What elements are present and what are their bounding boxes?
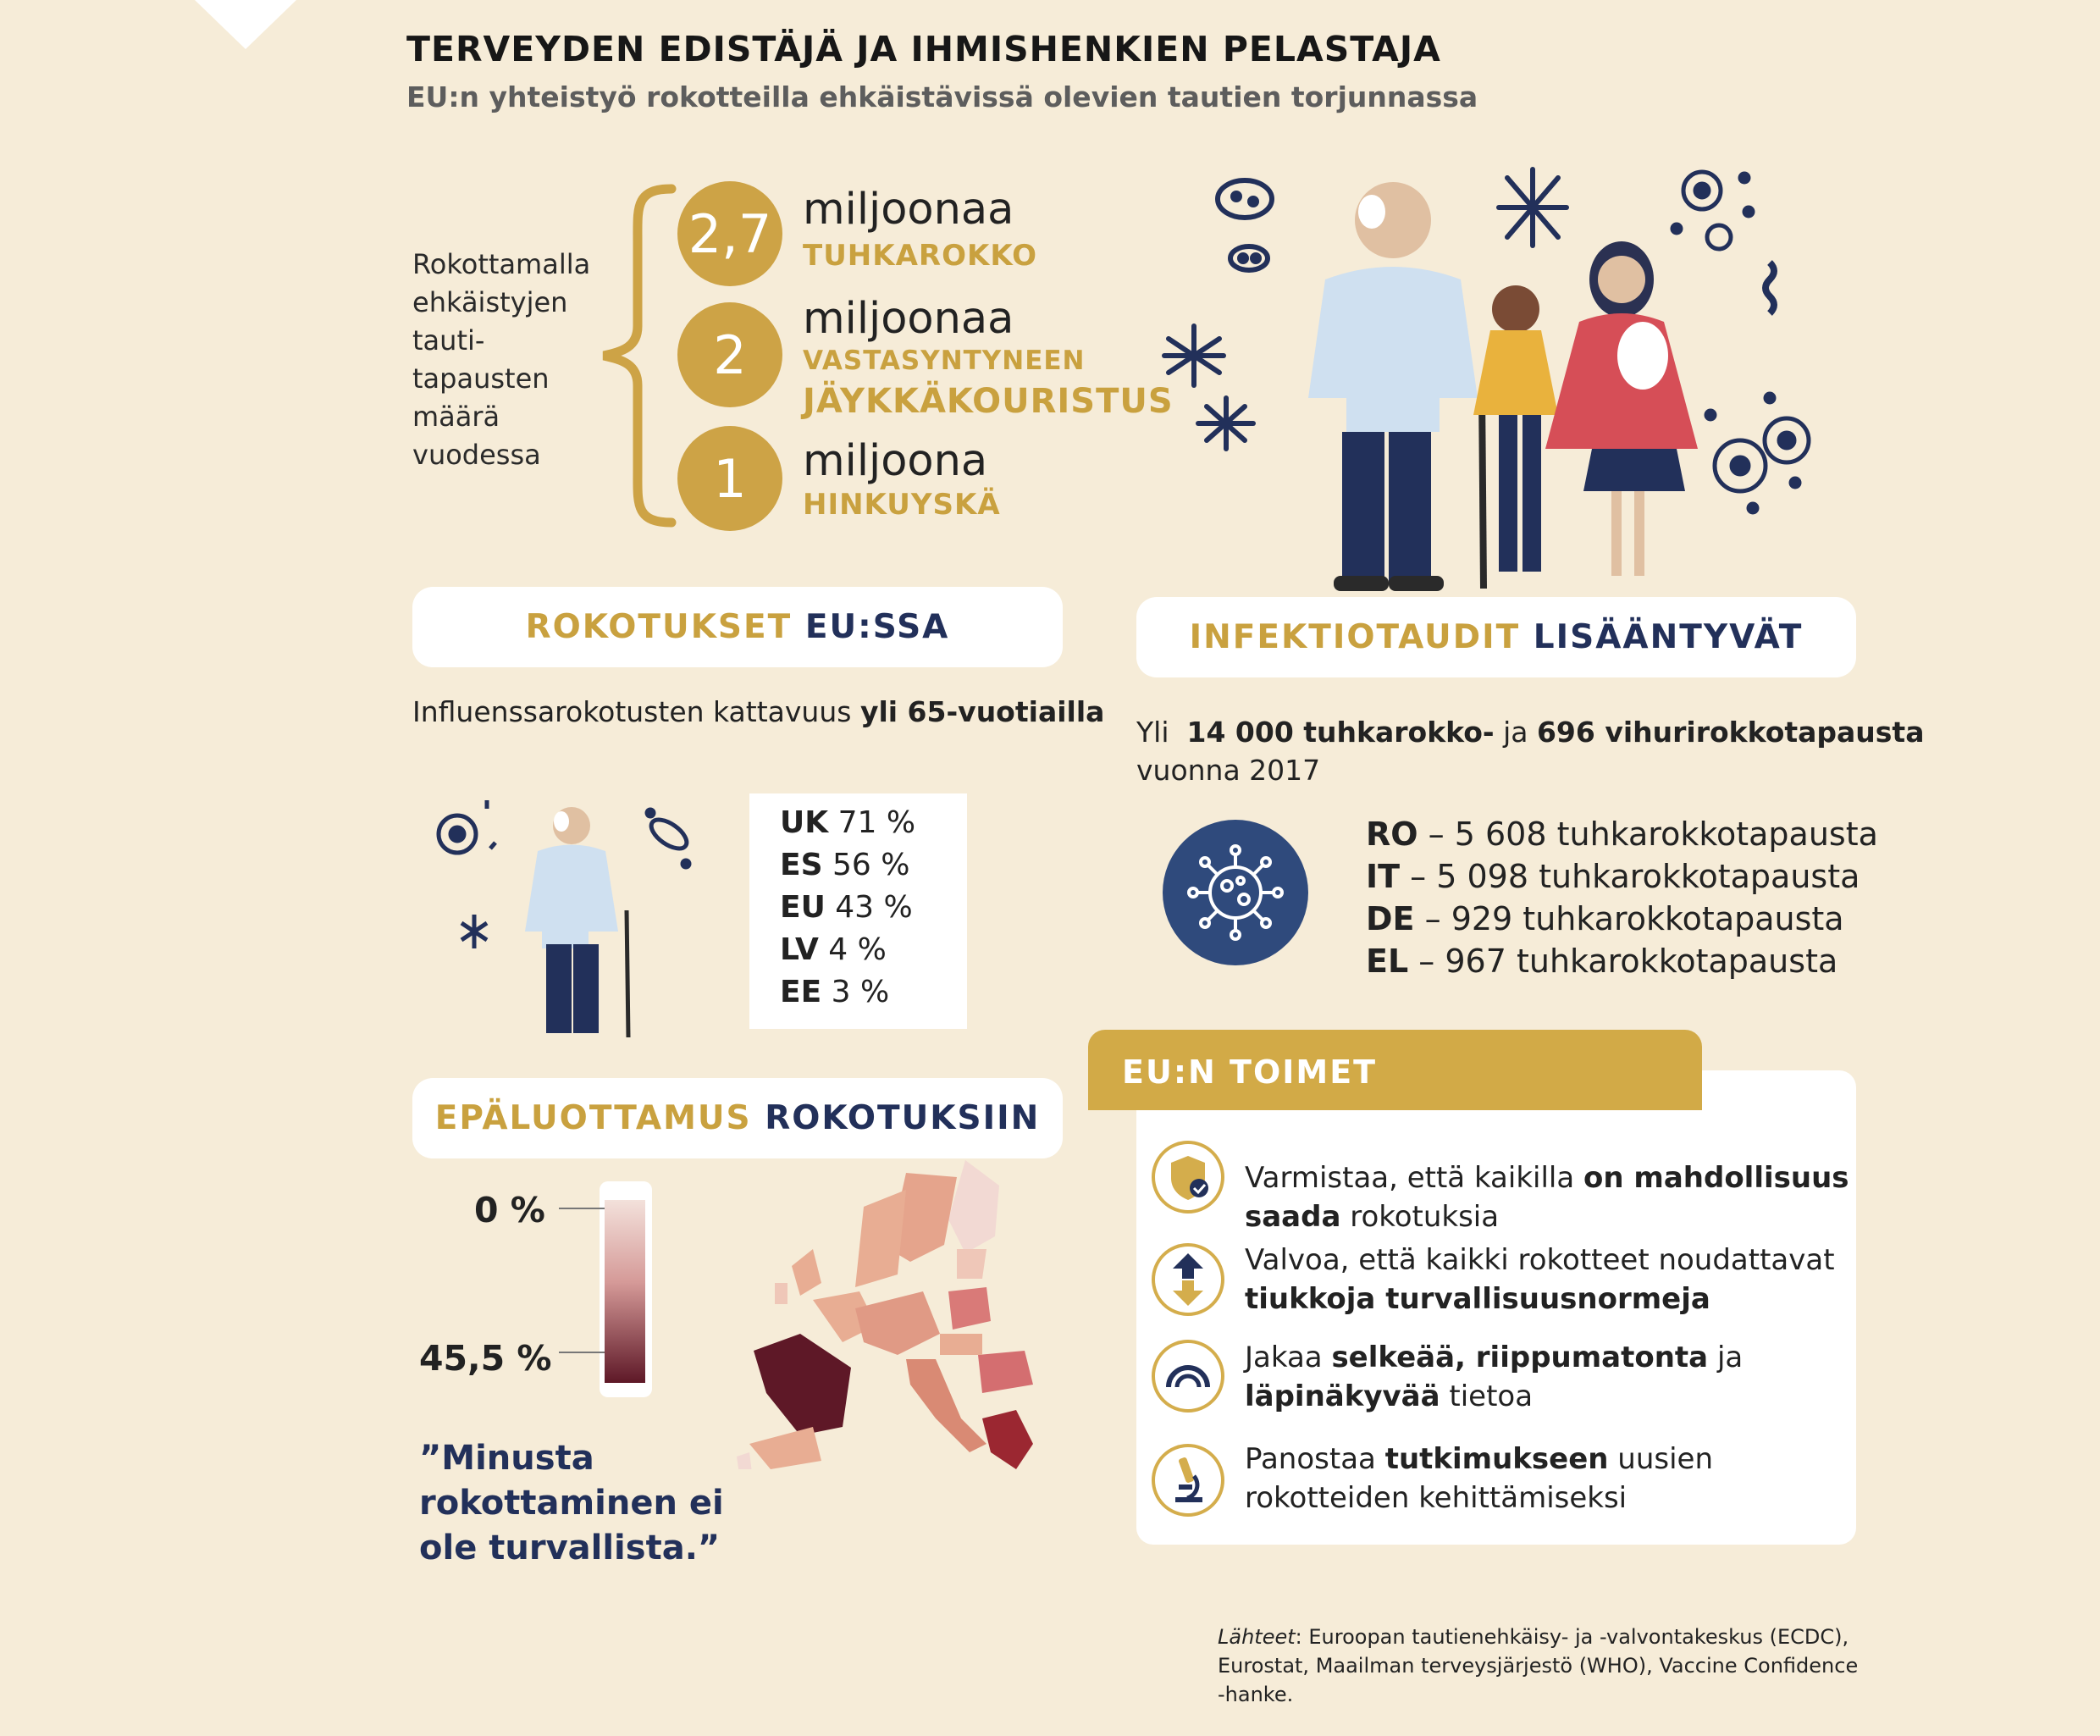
- vaccinations-heading: ROKOTUKSET EU:SSA: [412, 587, 1063, 667]
- rate-lv: LV 4 %: [780, 932, 887, 967]
- up-down-arrows-icon: [1150, 1241, 1226, 1318]
- infections-year: vuonna 2017: [1136, 754, 1321, 787]
- rate-eu: EU 43 %: [780, 890, 913, 925]
- color-legend-bar: [559, 1181, 652, 1397]
- infections-heading: INFEKTIOTAUDIT LISÄÄNTYVÄT: [1136, 597, 1856, 677]
- stat-disease-measles: TUHKAROKKO: [803, 239, 1038, 273]
- stat-unit-pertussis: miljoona: [803, 436, 988, 486]
- prevented-cases-label: Rokottamalla ehkäistyjen tauti- tapausten määrä vuodessa: [412, 248, 591, 471]
- action-item: Jakaa selkeää, riippumatonta ja läpinäkyvää tietoa: [1245, 1341, 1744, 1413]
- signal-arc-icon: [1150, 1338, 1226, 1414]
- coverage-rates-box: [749, 793, 967, 1029]
- flower-virus-icon: [1672, 172, 1809, 512]
- rate-uk: UK 71 %: [780, 805, 916, 840]
- stat-unit-tetanus: miljoonaa: [803, 294, 1014, 344]
- stat-circle-measles: 2,7: [677, 181, 782, 286]
- family-illustration: [1118, 161, 1821, 601]
- country-ro: RO – 5 608 tuhkarokkotapausta: [1366, 815, 1878, 853]
- europe-distrust-map: [737, 1156, 1067, 1469]
- stat-circle-tetanus: 2: [677, 302, 782, 407]
- stat-unit-measles: miljoonaa: [803, 185, 1014, 235]
- rate-es: ES 56 %: [780, 848, 910, 882]
- distrust-quote: ”Minusta rokottaminen ei ole turvallista.”: [419, 1439, 724, 1567]
- legend-min-label: 0 %: [474, 1190, 545, 1230]
- distrust-heading: EPÄLUOTTAMUS ROKOTUKSIIN: [412, 1078, 1063, 1158]
- grandfather-figure: [1308, 182, 1484, 591]
- stat-circle-pertussis: 1: [677, 426, 782, 531]
- actions-heading: EU:N TOIMET: [1122, 1053, 1378, 1091]
- stat-disease-pertussis: HINKUYSKÄ: [803, 488, 1001, 522]
- snowflake-virus-icon: [1499, 169, 1567, 246]
- page-subtitle: EU:n yhteistyö rokotteilla ehkäistävissä olevien tautien torjunnassa: [406, 80, 1478, 113]
- virus-badge-icon: [1163, 820, 1308, 965]
- country-el: EL – 967 tuhkarokkotapausta: [1366, 943, 1838, 980]
- infections-summary: Yli 14 000 tuhkarokko- ja 696 vihurirokkotapausta: [1136, 716, 1925, 749]
- action-item: Panostaa tutkimukseen uusien rokotteiden kehittämiseksi: [1245, 1442, 1714, 1515]
- country-it: IT – 5 098 tuhkarokkotapausta: [1366, 858, 1860, 895]
- curly-brace-icon: [597, 182, 682, 529]
- germ-icon: [1218, 180, 1272, 270]
- microscope-icon: [1150, 1442, 1226, 1518]
- virus-spiky-icon: [1164, 326, 1253, 449]
- shield-check-icon: [1150, 1139, 1226, 1215]
- country-de: DE – 929 tuhkarokkotapausta: [1366, 900, 1844, 937]
- action-item: Valvoa, että kaikki rokotteet noudattavat tiukkoja turvallisuusnormeja: [1245, 1243, 1835, 1316]
- rate-ee: EE 3 %: [780, 975, 890, 1009]
- coverage-text: Influenssarokotusten kattavuus yli 65-vuotiailla: [412, 695, 1105, 728]
- corner-chevron-icon: [186, 0, 305, 51]
- elderly-man-illustration: [428, 796, 699, 1042]
- action-item: Varmistaa, että kaikilla on mahdollisuus saada rokotuksia: [1245, 1161, 1849, 1234]
- stat-disease-tetanus-2: JÄYKKÄKOURISTUS: [803, 382, 1174, 421]
- stat-disease-tetanus-1: VASTASYNTYNEEN: [803, 346, 1086, 376]
- legend-max-label: 45,5 %: [419, 1338, 552, 1379]
- mother-figure: [1545, 241, 1698, 576]
- page-title: TERVEYDEN EDISTÄJÄ JA IHMISHENKIEN PELASTAJA: [406, 29, 1441, 69]
- sources-note: Lähteet: Euroopan tautienehkäisy- ja -valvontakeskus (ECDC), Eurostat, Maailman terveysjärjestö (WHO), Vaccine Confidence -hanke.: [1218, 1625, 1859, 1706]
